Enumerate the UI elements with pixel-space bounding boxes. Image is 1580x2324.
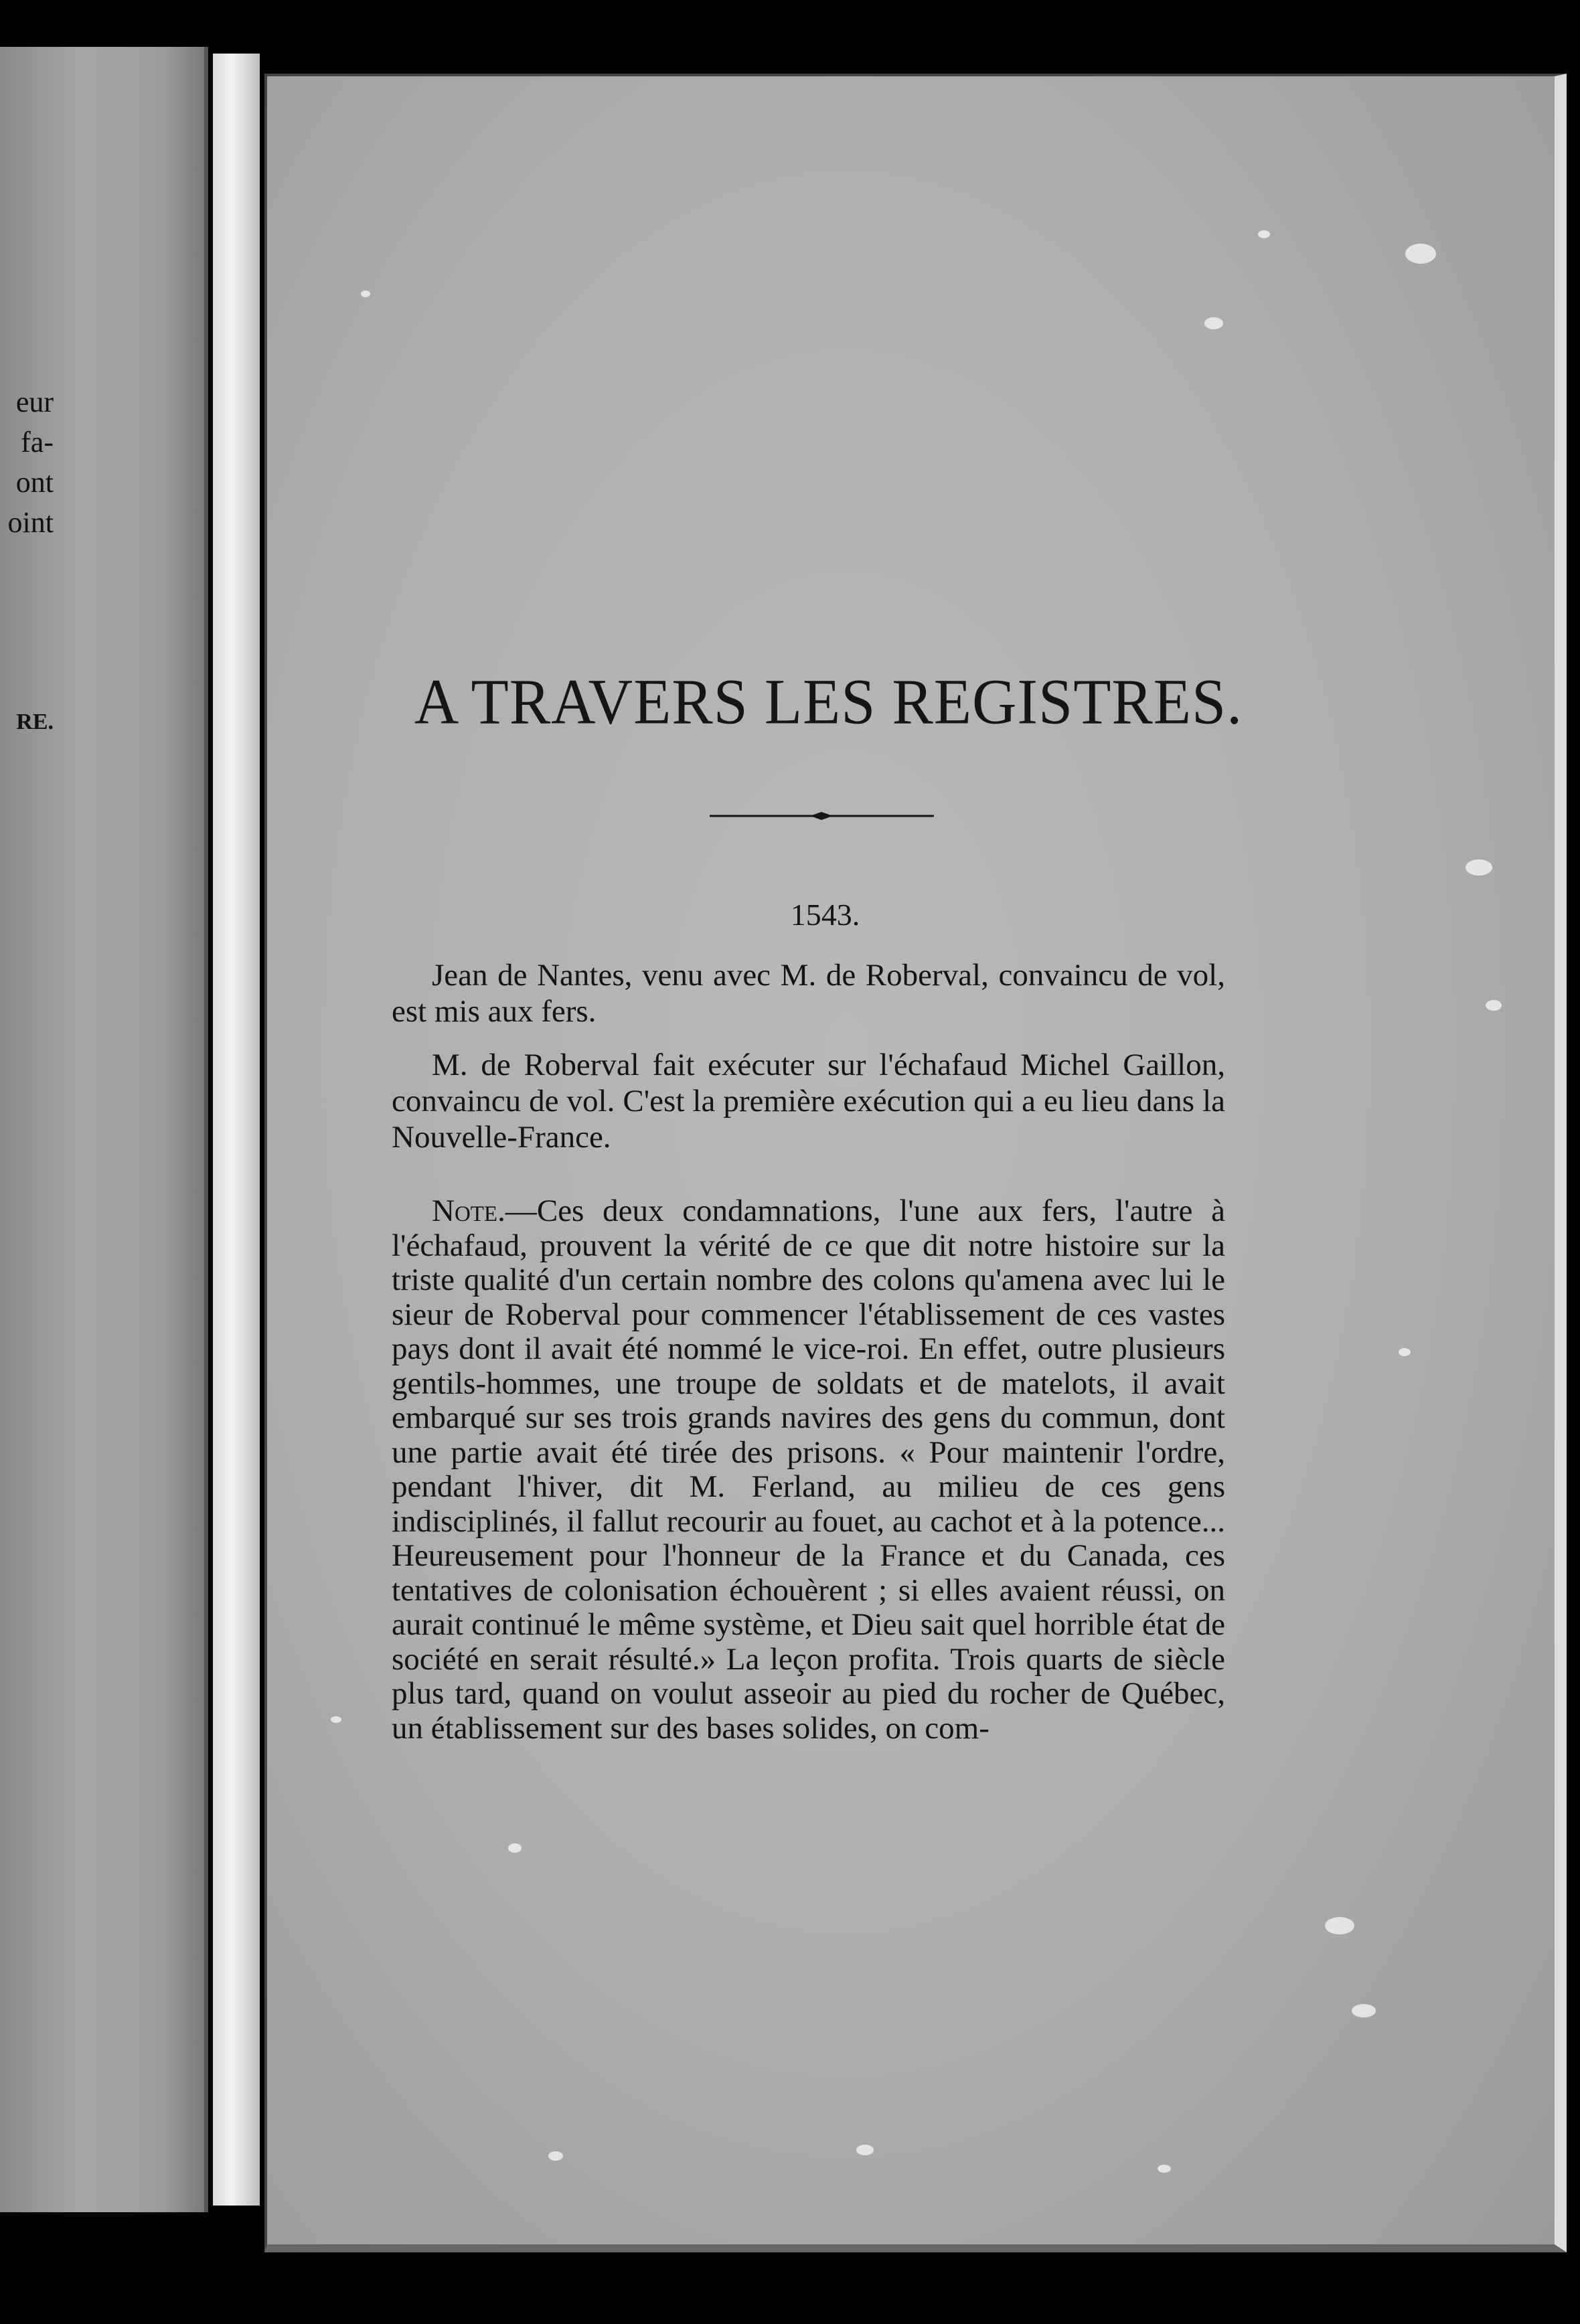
body-text: [392, 957, 1225, 1763]
previous-page-edge: [0, 47, 208, 2212]
paper-speck: [361, 290, 370, 297]
note-label: Note.: [432, 1193, 505, 1228]
left-page-fragment: RE.: [16, 710, 54, 734]
paper-speck: [1352, 2004, 1376, 2017]
page-title: A TRAVERS LES REGISTRES.: [414, 665, 1243, 738]
left-page-fragment: fa-: [21, 426, 54, 459]
paragraph: M. de Roberval fait exécuter sur l'échafaud Michel Gaillon, convaincu de vol. C'est la première exécution qui a eu lieu dans la Nouvelle-France.: [392, 1048, 1225, 1155]
paper-speck: [1158, 2165, 1171, 2173]
left-page-fragment: eur: [15, 386, 54, 418]
book-gutter: [213, 54, 260, 2206]
paragraph: Jean de Nantes, venu avec M. de Roberval, convaincu de vol, est mis aux fers.: [392, 958, 1225, 1029]
paper-speck: [1399, 1348, 1411, 1356]
left-page-fragment: ont: [15, 466, 54, 499]
left-page-fragment: oint: [7, 506, 54, 539]
paper-speck: [856, 2145, 874, 2155]
paper-speck: [1405, 244, 1436, 264]
paper-speck: [1325, 1917, 1354, 1934]
paper-speck: [1204, 317, 1223, 329]
paper-speck: [331, 1716, 341, 1723]
year-heading: 1543.: [790, 898, 860, 932]
ornament-divider: [710, 811, 934, 821]
paper-speck: [508, 1843, 522, 1853]
note-text: —Ces deux condamnations, l'une aux fers, l'autre à l'échafaud, prouvent la vérité de ce que dit notre histoire sur la triste qualité d'un certain nombre des colons qu'amena avec lui le sieur de Roberval pour commencer l'établissement de ces vastes pays dont il avait été nommé le vice-roi. En effet, outre plusieurs gentils-hommes, une troupe de soldats et de matelots, il avait embarqué sur ses trois grands navires des gens du commun, dont une partie avait été tirée des prisons. « Pour maintenir l'ordre, pendant l'hiver, dit M. Ferland, au milieu de ces gens indisciplinés, il fallut recourir au fouet, au cachot et à la potence... Heureusement pour l'honneur de la France et du Canada, ces tentatives de colonisation échouèrent ; si elles avaient réussi, on aurait continué le même système, et Dieu sait quel horrible état de société en serait résulté.» La leçon profita. Trois quarts de siècle plus tard, quand on voulut asseoir au pied du rocher de Québec, un établissement sur des bases solides, on com-: [392, 1193, 1225, 1746]
paper-speck: [1486, 1000, 1502, 1011]
paper-speck: [1466, 859, 1492, 876]
paper-speck: [548, 2151, 563, 2161]
note-paragraph: [392, 1194, 1225, 1746]
paper-speck: [1258, 230, 1270, 238]
